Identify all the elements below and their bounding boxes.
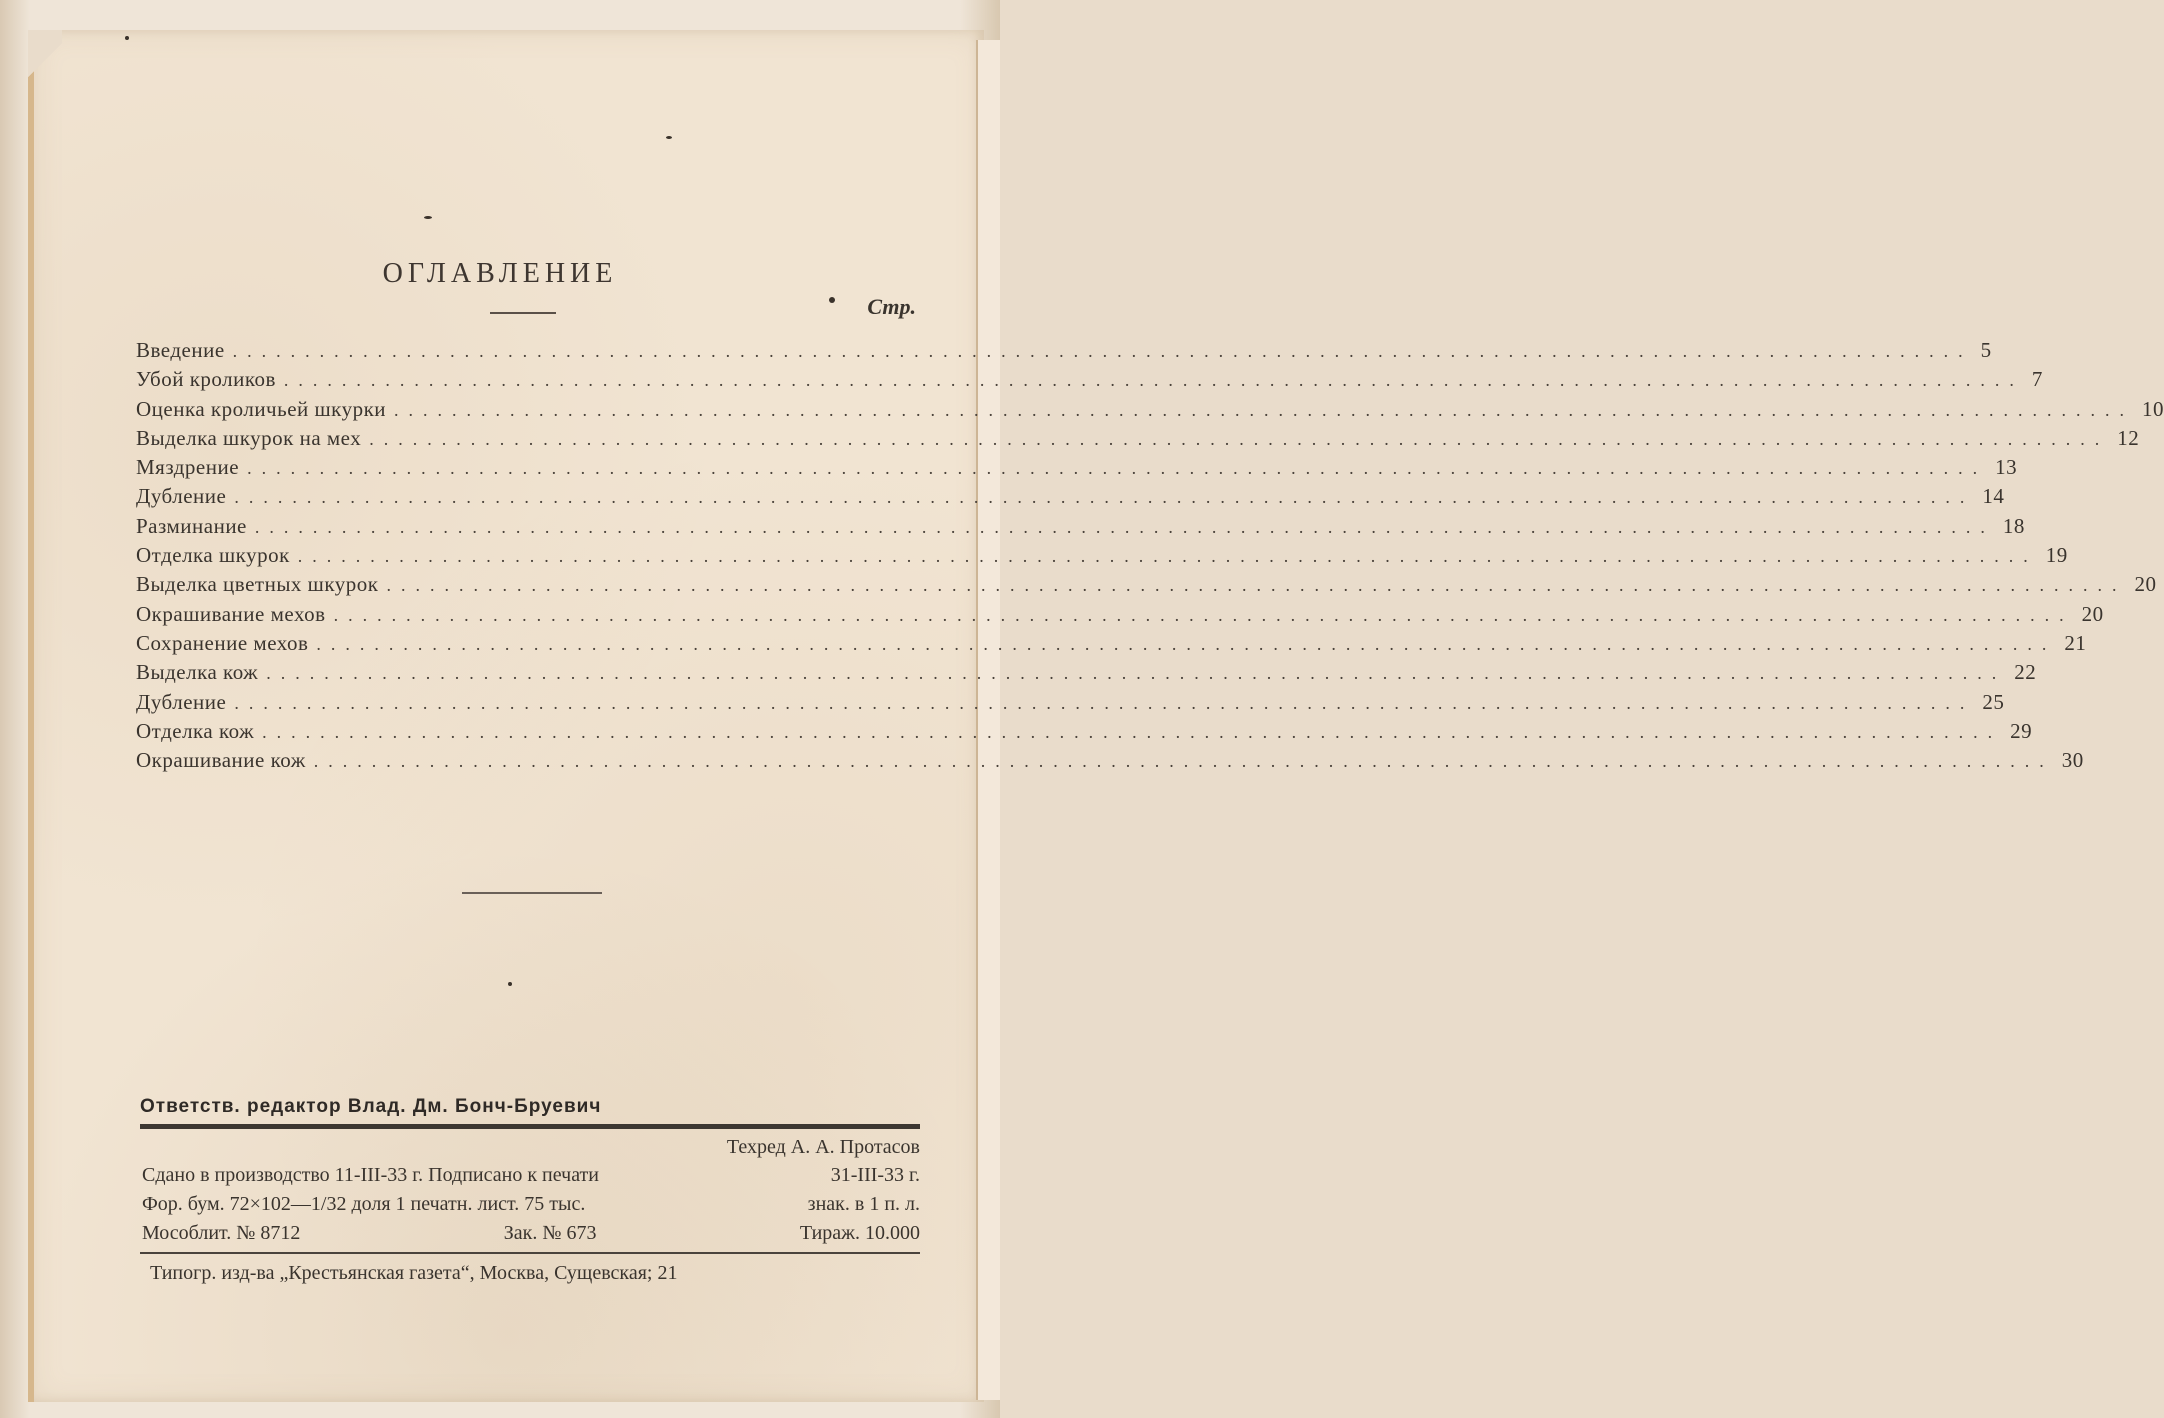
toc-entry-title: Окрашивание кож: [136, 748, 306, 773]
toc-entry-page: 29: [2010, 718, 2033, 743]
toc-entry: [136, 543, 2068, 572]
toc-entry: [136, 572, 2157, 601]
paper-speck: [829, 297, 835, 303]
toc-entry: [136, 660, 2037, 689]
toc-entry-title: Отделка кож: [136, 718, 255, 743]
toc-dot-leader: ........................................................................................................................: [386, 575, 2127, 596]
toc-entry-title: Дубление: [136, 689, 227, 714]
toc-dot-leader: ........................................................................................................................: [254, 516, 1995, 537]
toc-entry-title: Введение: [136, 338, 225, 362]
toc-entry: [136, 367, 2043, 396]
toc-dot-leader: ........................................................................................................................: [333, 604, 2074, 625]
toc-entry-title: Оценка кроличьей шкурки: [136, 396, 387, 421]
toc-entry-title: Отделка шкурок: [136, 543, 290, 568]
imprint-signed-date: 31-III-33 г.: [830, 1164, 920, 1186]
toc-entry: [136, 689, 2005, 719]
toc-dot-leader: ........................................................................................................................: [394, 399, 2135, 420]
imprint-signs: знак. в 1 п. л.: [807, 1193, 920, 1215]
colophon-rule: [140, 1124, 920, 1129]
toc-entry: [136, 484, 2005, 513]
toc-entry-title: Выделка цветных шкурок: [136, 572, 379, 597]
toc-dot-leader: ........................................................................................................................: [369, 428, 2110, 449]
toc-dot-leader: ........................................................................................................................: [297, 546, 2038, 567]
toc-entry-title: Окрашивание мехов: [136, 601, 326, 626]
toc-entry-page: 20: [2081, 601, 2104, 626]
toc-entry-page: 12: [2117, 425, 2140, 450]
paper-speck: [508, 982, 512, 986]
title-underline: [490, 312, 556, 314]
imprint-production: Сдано в производство 11-III-33 г. Подписано к печати: [142, 1164, 599, 1186]
toc-entry: [136, 396, 2164, 426]
toc-entry: [136, 718, 2033, 748]
toc-dot-leader: ........................................................................................................................: [234, 692, 1975, 713]
adjacent-page-edge: [976, 40, 1000, 1400]
toc-entry-page: 14: [1982, 484, 2005, 509]
toc-entry-page: 18: [2002, 513, 2025, 538]
toc-entry-title: Дубление: [136, 484, 227, 509]
section-divider: [462, 892, 602, 894]
toc-entry: [136, 601, 2104, 631]
toc-entry-title: Выделка шкурок на мех: [136, 425, 362, 450]
imprint-block: [142, 1164, 920, 1251]
toc-entry-page: 25: [1982, 689, 2005, 714]
imprint-line: [142, 1193, 920, 1222]
toc-dot-leader: ........................................................................................................................: [234, 487, 1975, 508]
toc-dot-leader: ........................................................................................................................: [283, 370, 2024, 391]
toc-entry-title: Убой кроликов: [136, 367, 276, 392]
page-corner: [28, 30, 62, 90]
table-of-contents: [136, 338, 2164, 777]
toc-entry-page: 20: [2134, 572, 2157, 597]
imprint-censor: Мособлит. № 8712: [142, 1222, 301, 1244]
page-column-label: Стр.: [867, 294, 916, 319]
toc-entry-page: 19: [2045, 543, 2068, 568]
toc-entry: [136, 630, 2087, 660]
printer-line: Типогр. изд-ва „Крестьянская газета“, Москва, Сущевская; 21: [150, 1262, 678, 1284]
imprint-line: [142, 1164, 920, 1193]
toc-entry-title: Разминание: [136, 513, 247, 538]
toc-dot-leader: ........................................................................................................................: [262, 721, 2003, 742]
imprint-rule: [140, 1252, 920, 1254]
toc-entry-page: 5: [1980, 338, 1992, 362]
toc-dot-leader: ........................................................................................................................: [266, 663, 2007, 684]
toc-dot-leader: ........................................................................................................................: [247, 458, 1988, 479]
toc-entry-title: Мяздрение: [136, 455, 240, 480]
imprint-order: Зак. № 673: [503, 1222, 597, 1244]
toc-dot-leader: ........................................................................................................................: [316, 633, 2057, 654]
toc-entry-page: 7: [2031, 367, 2043, 392]
toc-dot-leader: ........................................................................................................................: [313, 751, 2054, 772]
toc-entry: [136, 748, 2084, 777]
toc-entry-page: 21: [2064, 630, 2087, 655]
toc-entry-title: Сохранение мехов: [136, 630, 309, 655]
toc-entry-page: 22: [2014, 660, 2037, 685]
responsible-editor: Ответств. редактор Влад. Дм. Бонч-Бруевич: [140, 1096, 602, 1117]
paper-speck: [424, 216, 432, 219]
toc-entry: [136, 513, 2025, 543]
toc-entry-page: 13: [1995, 455, 2018, 480]
toc-entry-title: Выделка кож: [136, 660, 259, 685]
toc-entry-page: 10: [2142, 396, 2164, 421]
paper-speck: [666, 136, 672, 139]
toc-entry: [136, 338, 1992, 367]
imprint-print-run: Тираж. 10.000: [799, 1222, 920, 1244]
imprint-line: [142, 1222, 920, 1251]
page-title: ОГЛАВЛЕНИЕ: [382, 258, 618, 289]
toc-entry: [136, 455, 2018, 484]
tech-editor: Техред А. А. Протасов: [726, 1136, 920, 1158]
toc-entry-page: 30: [2061, 748, 2084, 773]
toc-dot-leader: ........................................................................................................................: [232, 341, 1973, 361]
imprint-format: Фор. бум. 72×102—1/32 доля 1 печатн. лист. 75 тыс.: [142, 1193, 586, 1215]
paper-speck: [125, 36, 129, 40]
toc-entry: [136, 425, 2140, 455]
